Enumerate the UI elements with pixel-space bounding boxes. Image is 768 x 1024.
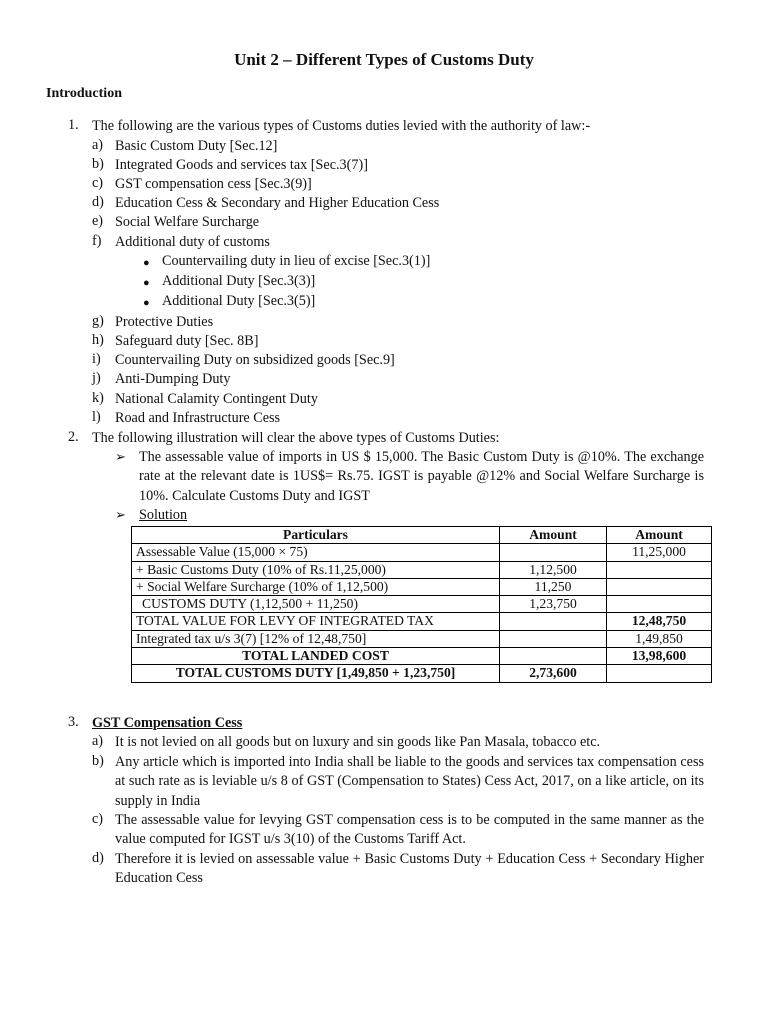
- list-item: Additional duty of customs: [115, 234, 270, 250]
- table-cell: 11,250: [500, 578, 607, 595]
- sub-list-item: Additional Duty [Sec.3(5)]: [162, 293, 316, 309]
- table-cell: CUSTOMS DUTY (1,12,500 + 11,250): [132, 596, 500, 613]
- table-header-row: [132, 527, 712, 544]
- list-item: Social Welfare Surcharge: [115, 214, 260, 230]
- table-cell: 1,49,850: [607, 630, 712, 647]
- list-letter: b): [92, 156, 104, 172]
- list-letter: c): [92, 175, 104, 191]
- table-cell: [500, 544, 607, 561]
- list-letter: k): [92, 390, 104, 406]
- section-heading-introduction: Introduction: [46, 86, 122, 101]
- column-header: Amount: [500, 527, 607, 544]
- bullet-icon: ●: [143, 257, 150, 269]
- table-row: [132, 578, 712, 595]
- sub-list-item: Countervailing duty in lieu of excise [Sec.3(1)]: [162, 253, 431, 269]
- list-item: Integrated Goods and services tax [Sec.3(7)]: [115, 157, 368, 173]
- bullet-icon: ●: [143, 297, 150, 309]
- list-item: Protective Duties: [115, 314, 214, 330]
- list-item: Anti-Dumping Duty: [115, 371, 231, 387]
- list-letter: j): [92, 370, 101, 386]
- table-cell: [607, 596, 712, 613]
- section-3-heading: GST Compensation Cess: [92, 715, 243, 731]
- column-header: Particulars: [132, 527, 500, 544]
- table-cell: Assessable Value (15,000 × 75): [132, 544, 500, 561]
- section-1-text: The following are the various types of Customs duties levied with the authority of law:-: [92, 118, 591, 134]
- list-letter: e): [92, 213, 104, 229]
- table-cell: [607, 561, 712, 578]
- list-item: Road and Infrastructure Cess: [115, 410, 281, 426]
- table-cell: TOTAL VALUE FOR LEVY OF INTEGRATED TAX: [132, 613, 500, 630]
- sub-list-item: Additional Duty [Sec.3(3)]: [162, 273, 316, 289]
- list-letter: b): [92, 753, 104, 769]
- table-row: [132, 630, 712, 647]
- list-item: Safeguard duty [Sec. 8B]: [115, 333, 259, 349]
- table-row: [132, 648, 712, 665]
- table-row: [132, 561, 712, 578]
- list-item: GST compensation cess [Sec.3(9)]: [115, 176, 312, 192]
- solution-heading: Solution: [139, 507, 188, 523]
- table-cell: [607, 665, 712, 682]
- illustration-text: The assessable value of imports in US $ 15,000. The Basic Custom Duty is @10%. The exchange rate at the relevant date is 1US$= Rs.75. IGST is payable @12% and Social Welfare Surcharge is 10%. Calculate Customs Duty and IGST: [139, 449, 704, 504]
- table-cell: 1,23,750: [500, 596, 607, 613]
- table-cell: 1,12,500: [500, 561, 607, 578]
- table-cell: 13,98,600: [607, 648, 712, 665]
- list-letter: d): [92, 194, 104, 210]
- list-item: Countervailing Duty on subsidized goods [Sec.9]: [115, 352, 395, 368]
- table-cell: [500, 648, 607, 665]
- list-item: The assessable value for levying GST compensation cess is to be computed in the same manner as the value computed for IGST u/s 3(10) of the Customs Tariff Act.: [115, 812, 704, 848]
- list-letter: a): [92, 733, 104, 749]
- section-2-text: The following illustration will clear the above types of Customs Duties:: [92, 430, 500, 446]
- list-item: Basic Custom Duty [Sec.12]: [115, 138, 278, 154]
- bullet-icon: ●: [143, 277, 150, 289]
- table-cell: + Basic Customs Duty (10% of Rs.11,25,000): [132, 561, 500, 578]
- list-letter: c): [92, 811, 104, 827]
- table-row: [132, 665, 712, 682]
- list-item: National Calamity Contingent Duty: [115, 391, 318, 407]
- table-cell: [500, 630, 607, 647]
- list-letter: d): [92, 850, 104, 866]
- list-letter: l): [92, 409, 101, 425]
- arrow-bullet-icon: ➢: [115, 449, 126, 464]
- list-item: It is not levied on all goods but on luxury and sin goods like Pan Masala, tobacco etc.: [115, 734, 601, 750]
- table-cell: [607, 578, 712, 595]
- table-row: [132, 544, 712, 561]
- table-row: [132, 613, 712, 630]
- list-letter: g): [92, 313, 104, 329]
- page-title: Unit 2 – Different Types of Customs Duty: [234, 50, 534, 69]
- list-letter: a): [92, 137, 104, 153]
- list-number: 1.: [68, 117, 79, 133]
- table-cell: TOTAL CUSTOMS DUTY [1,49,850 + 1,23,750]: [132, 665, 500, 682]
- arrow-bullet-icon: ➢: [115, 507, 126, 522]
- list-letter: f): [92, 233, 102, 249]
- list-item: Any article which is imported into India shall be liable to the goods and services tax compensation cess at such rate as is leviable u/s 8 of GST (Compensation to States) Cess Act, 2017, on a like article, on its supply in India: [115, 754, 704, 809]
- table-cell: [500, 613, 607, 630]
- list-item: Therefore it is levied on assessable value + Basic Customs Duty + Education Cess + Secondary Higher Education Cess: [115, 851, 704, 887]
- list-item: Education Cess & Secondary and Higher Education Cess: [115, 195, 440, 211]
- list-letter: h): [92, 332, 104, 348]
- solution-table: [131, 526, 712, 683]
- list-letter: i): [92, 351, 101, 367]
- table-cell: 12,48,750: [607, 613, 712, 630]
- list-number: 2.: [68, 429, 79, 445]
- table-row: [132, 596, 712, 613]
- table-cell: 2,73,600: [500, 665, 607, 682]
- table-cell: Integrated tax u/s 3(7) [12% of 12,48,750]: [132, 630, 500, 647]
- table-cell: + Social Welfare Surcharge (10% of 1,12,500): [132, 578, 500, 595]
- table-cell: 11,25,000: [607, 544, 712, 561]
- column-header: Amount: [607, 527, 712, 544]
- list-number: 3.: [68, 714, 79, 730]
- table-cell: TOTAL LANDED COST: [132, 648, 500, 665]
